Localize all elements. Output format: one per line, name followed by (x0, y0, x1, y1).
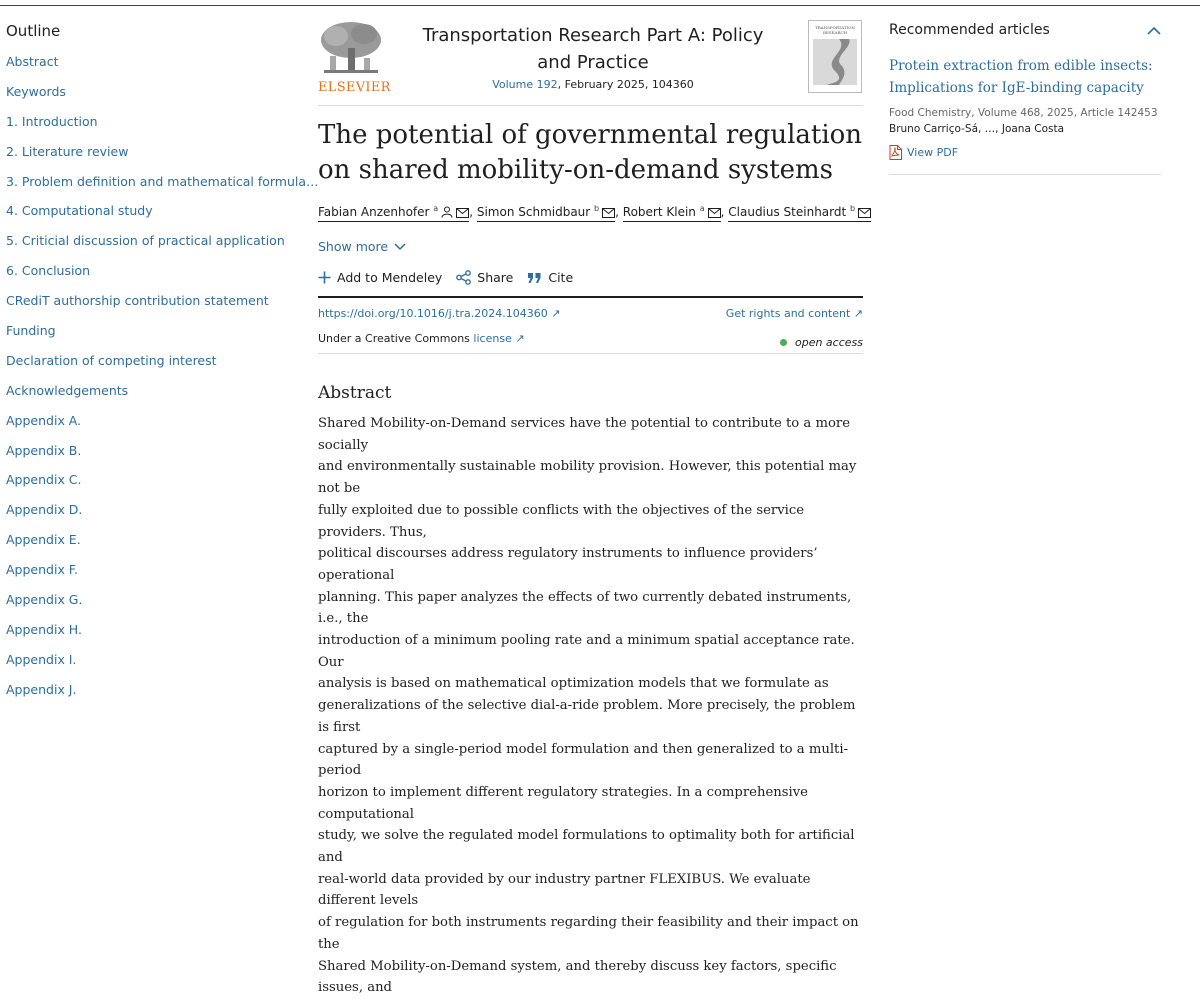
abstract-line: real-world data provided by our industry partner FLEXIBUS. We evaluate different levels (318, 871, 811, 909)
show-more-label: Show more (318, 239, 389, 254)
open-access-label: open access (794, 336, 863, 349)
rights-link[interactable]: Get rights and content ↗ (725, 307, 863, 320)
abstract-heading: Abstract (318, 383, 392, 403)
mendeley-label: Add to Mendeley (337, 270, 443, 285)
outline-item[interactable]: Appendix F. (6, 562, 78, 578)
outline-item[interactable]: Abstract (6, 54, 59, 69)
external-link-icon: ↗ (551, 307, 561, 320)
outline-item[interactable]: Appendix I. (6, 651, 77, 667)
abstract-line: political discourses address regulatory instruments to influence providers’ operational (318, 546, 818, 583)
mail-icon (456, 208, 469, 218)
abstract-line: planning. This paper analyzes the effects of two currently debated instruments, i.e., the (318, 589, 852, 627)
abstract-body (318, 413, 866, 999)
mail-icon (708, 208, 721, 218)
abstract-line: introduction of a minimum pooling rate and a minimum spatial acceptance rate. Our (318, 633, 855, 670)
journal-title[interactable]: Transportation Research Part A: Policy and Practice (422, 25, 764, 73)
abstract-line: Shared Mobility-on-Demand services have the potential to contribute to a more socially (318, 416, 851, 453)
outline-heading: Outline (6, 22, 61, 40)
mail-icon (858, 208, 871, 218)
author-link[interactable]: Claudius Steinhardt $^b$ (728, 205, 871, 222)
outline-item[interactable]: Appendix D. (6, 502, 83, 518)
license-text: Under a Creative Commons license ↗ (318, 332, 525, 345)
pdf-icon (889, 145, 902, 160)
journal-header (318, 18, 863, 106)
outline-sidebar (6, 22, 319, 712)
outline-item[interactable]: Keywords (6, 83, 66, 99)
abstract-line: generalizations of the selective dial-a-ride problem. More precisely, the problem is first (318, 698, 856, 735)
person-icon (441, 206, 453, 218)
author-link[interactable]: Simon Schmidbaur $^b$ (477, 205, 615, 222)
doi-link[interactable]: https://doi.org/10.1016/j.tra.2024.104360 ↗ (318, 307, 561, 320)
share-button[interactable] (456, 270, 513, 285)
show-more-button[interactable] (318, 239, 406, 254)
outline-item[interactable]: Appendix G. (6, 592, 83, 608)
recommended-article-source: Food Chemistry, Volume 468, 2025, Article 142453 (889, 107, 1158, 119)
outline-item[interactable]: CRediT authorship contribution statement (6, 293, 269, 309)
view-pdf-label: View PDF (907, 146, 959, 159)
volume-link[interactable]: Volume 192 (492, 78, 558, 91)
abstract-line: and environmentally sustainable mobility provision. However, this potential may not be (318, 459, 857, 497)
outline-item[interactable]: 4. Computational study (6, 203, 153, 219)
outline-item[interactable]: Funding (6, 323, 56, 339)
journal-cover[interactable] (808, 20, 862, 93)
elsevier-wordmark: ELSEVIER (318, 80, 391, 95)
quote-icon (527, 272, 542, 284)
share-label: Share (477, 270, 514, 285)
abstract-line: study, we solve the regulated model formulations to optimality both for artificial and (318, 828, 855, 866)
outline-item[interactable]: Appendix H. (6, 621, 82, 637)
external-link-icon: ↗ (853, 307, 863, 320)
outline-item[interactable]: Appendix J. (6, 681, 77, 697)
abstract-line: of regulation for both instruments regarding their feasibility and their impact on the (318, 915, 859, 952)
recommended-article-authors: Bruno Carriço-Sá, …, Joana Costa (889, 123, 1065, 135)
open-access-dot-icon (780, 339, 787, 346)
issue-date: , February 2025, 104360 (557, 78, 694, 91)
recommended-articles-panel (889, 22, 1161, 175)
mail-icon (602, 208, 615, 218)
chevron-down-icon (394, 243, 406, 251)
outline-item[interactable]: Declaration of competing interest (6, 352, 217, 368)
author-link[interactable]: Fabian Anzenhofer $^a$ (318, 205, 469, 222)
cite-label: Cite (548, 270, 574, 285)
outline-item[interactable]: 6. Conclusion (6, 263, 91, 279)
recommended-heading: Recommended articles (889, 22, 1050, 38)
view-pdf-link[interactable] (889, 145, 1161, 175)
open-access-badge (780, 332, 863, 353)
outline-item[interactable]: Appendix B. (6, 442, 82, 458)
license-row (318, 332, 863, 354)
author-list: Fabian Anzenhofer $^a$ , Simon Schmidbaur $^b$ , Robert Klein $^a$ , Claudius Steinhardt $^b$ (318, 204, 878, 219)
license-link[interactable]: license ↗ (473, 332, 525, 345)
cover-caption: TRANSPORTATION RESEARCH (815, 25, 855, 35)
recommended-article-title[interactable]: Protein extraction from edible insects: Implications for IgE-binding capacity (889, 58, 1153, 96)
author-link[interactable]: Robert Klein $^a$ (623, 205, 721, 222)
outline-item[interactable]: Appendix A. (6, 412, 82, 428)
plus-icon (318, 271, 331, 284)
outline-item[interactable]: Acknowledgements (6, 382, 129, 398)
top-border (0, 5, 1200, 6)
elsevier-logo[interactable] (318, 18, 391, 96)
recommended-header[interactable] (889, 22, 1161, 38)
share-icon (456, 270, 471, 285)
doi-row (318, 307, 863, 320)
article-actions (318, 270, 863, 298)
outline-item[interactable]: Appendix C. (6, 472, 82, 488)
abstract-line: fully exploited due to possible conflicts with the objectives of the service providers. Thus, (318, 502, 805, 540)
abstract-line: captured by a single-period model formulation and then generalized to a multi-period (318, 741, 849, 779)
abstract-line: horizon to implement different regulatory strategies. In a comprehensive computational (318, 784, 808, 822)
outline-item[interactable]: 3. Problem definition and mathematical formula… (6, 173, 319, 189)
cover-road-image (809, 37, 861, 89)
abstract-line: analysis is based on mathematical optimization models that we formulate as (318, 676, 829, 692)
article-title: The potential of governmental regulation on shared mobility-on-demand systems (318, 120, 863, 185)
add-to-mendeley-button[interactable] (318, 270, 442, 285)
outline-item[interactable]: 1. Introduction (6, 113, 98, 129)
elsevier-tree-icon (318, 18, 384, 78)
outline-item[interactable]: 5. Criticial discussion of practical application (6, 233, 285, 249)
outline-item[interactable]: Appendix E. (6, 532, 81, 548)
abstract-line: Shared Mobility-on-Demand system, and thereby discuss key factors, specific issues, and (318, 958, 837, 996)
chevron-up-icon[interactable] (1147, 26, 1161, 35)
outline-item[interactable]: 2. Literature review (6, 143, 129, 159)
cite-button[interactable] (527, 270, 573, 285)
journal-volume-info (408, 78, 778, 91)
